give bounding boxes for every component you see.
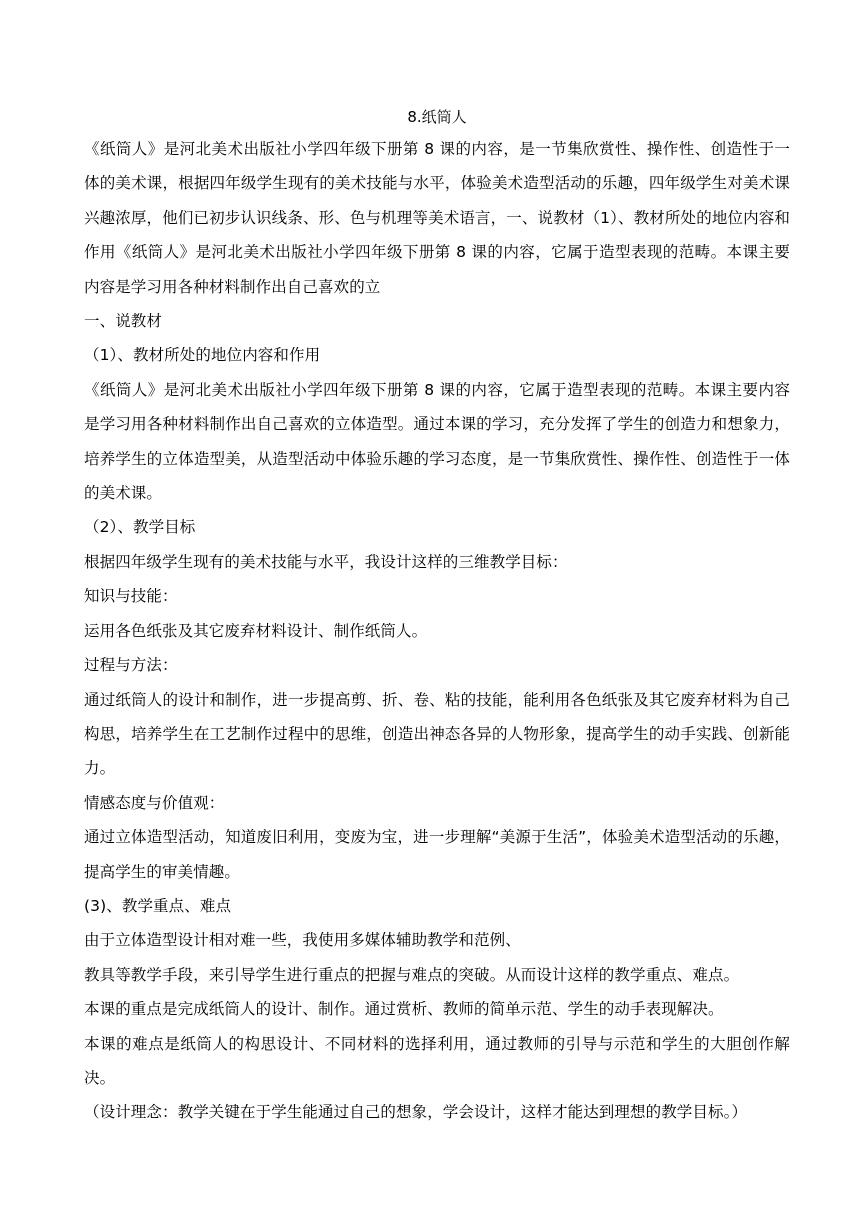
paragraph-design-concept: （设计理念：教学关键在于学生能通过自己的想象，学会设计，这样才能达到理想的教学目标。） <box>84 1103 748 1122</box>
paragraph-process-method: 通过纸筒人的设计和制作，进一步提高剪、折、卷、粘的技能，能利用各色纸张及其它废弃材料为自己构思，培养学生在工艺制作过程中的思维，创造出神态各异的人物形象，提高学生的动手实践、创新能力。 <box>84 690 790 778</box>
document-title: 8.纸筒人 <box>407 108 467 126</box>
label-knowledge-skills: 知识与技能： <box>84 587 178 606</box>
label-emotion-values: 情感态度与价值观： <box>84 793 225 812</box>
paragraph-multimedia: 由于立体造型设计相对难一些，我使用多媒体辅助教学和范例、 <box>84 931 521 950</box>
paragraph-position-content: 《纸筒人》是河北美术出版社小学四年级下册第 8 课的内容，它属于造型表现的范畴。本课主要内容是学习用各种材料制作出自己喜欢的立体造型。通过本课的学习，充分发挥了学生的创造力和想象力，培养学生的立体造型美，从造型活动中体验乐趣的学习态度，是一节集欣赏性、操作性、创造性于一体的美术课。 <box>84 380 790 503</box>
paragraph-key-point: 本课的重点是完成纸筒人的设计、制作。通过赏析、教师的简单示范、学生的动手表现解决。 <box>84 1000 724 1019</box>
paragraph-emotion-values: 通过立体造型活动，知道废旧利用，变废为宝，进一步理解“美源于生活”，体验美术造型活动的乐趣，提高学生的审美情趣。 <box>84 828 790 881</box>
subheading-position-content: （1）、教材所处的地位内容和作用 <box>84 346 321 365</box>
subheading-key-difficult-points: (3)、教学重点、难点 <box>84 896 232 915</box>
document-page <box>84 104 790 1130</box>
label-process-method: 过程与方法： <box>84 656 178 675</box>
intro-paragraph: 《纸筒人》是河北美术出版社小学四年级下册第 8 课的内容，是一节集欣赏性、操作性、创造性于一体的美术课，根据四年级学生现有的美术技能与水平，体验美术造型活动的乐趣，四年级学生对美术课兴趣浓厚，他们已初步认识线条、形、色与机理等美术语言，一、说教材（1）、教材所处的地位内容和作用《纸筒人》是河北美术出版社小学四年级下册第 8 课的内容，它属于造型表现的范畴。本课主要内容是学习用各种材料制作出自己喜欢的立 <box>84 140 790 296</box>
section-heading-textbook: 一、说教材 <box>84 312 163 331</box>
paragraph-difficult-point: 本课的难点是纸筒人的构思设计、不同材料的选择利用，通过教师的引导与示范和学生的大胆创作解决。 <box>84 1034 790 1087</box>
subheading-teaching-goals: （2）、教学目标 <box>84 518 196 537</box>
paragraph-goals-intro: 根据四年级学生现有的美术技能与水平，我设计这样的三维教学目标： <box>84 552 568 571</box>
paragraph-knowledge-skills: 运用各色纸张及其它废弃材料设计、制作纸筒人。 <box>84 621 428 640</box>
paragraph-teaching-aids: 教具等教学手段，来引导学生进行重点的把握与难点的突破。从而设计这样的教学重点、难点。 <box>84 965 740 984</box>
